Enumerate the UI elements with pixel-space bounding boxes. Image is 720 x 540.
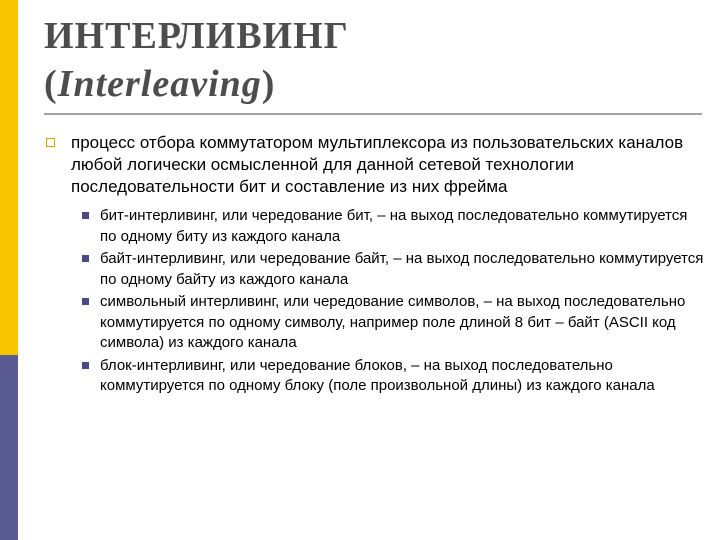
filled-square-bullet-icon [82,362,89,369]
slide-content [44,132,704,399]
sub-bullet-item [44,206,704,247]
sub-bullet-text: бит-интерливинг, или чередование бит, – на выход последовательно коммутируется по одному биту из каждого канала [100,207,688,245]
slide-title [44,12,684,108]
accent-bar-yellow [0,0,18,355]
hollow-square-bullet-icon [46,138,55,147]
sub-bullet-item [44,356,704,397]
sub-bullet-item [44,249,704,290]
sub-bullet-list [44,206,704,397]
sub-bullet-text: байт-интерливинг, или чередование байт, – на выход последовательно коммутируется по одному байту из каждого канала [100,250,704,288]
title-line-1: ИНТЕРЛИВИНГ [44,15,349,57]
main-bullet-item [44,132,704,198]
filled-square-bullet-icon [82,298,89,305]
title-open-paren: ( [44,63,58,105]
title-line-2 [44,60,684,108]
title-english-word: Interleaving [57,63,262,105]
main-bullet-text: процесс отбора коммутатором мультиплексора из пользовательских каналов любой логически осмысленной для данной сетевой технологии последовательности бит и составление из них фрейма [71,133,684,196]
sub-bullet-text: блок-интерливинг, или чередование блоков, – на выход последовательно коммутируется по одному блоку (поле произвольной длины) из каждого канала [100,356,655,394]
accent-bar-purple [0,355,18,540]
sub-bullet-text: символьный интерливинг, или чередование символов, – на выход последовательно коммутируется по одному символу, например поле длиной 8 бит – байт (ASCII код символа) из каждого канала [100,293,686,351]
filled-square-bullet-icon [82,255,89,262]
title-close-paren: ) [261,63,276,105]
sub-bullet-item [44,292,704,354]
title-divider [44,113,702,115]
filled-square-bullet-icon [82,212,89,219]
